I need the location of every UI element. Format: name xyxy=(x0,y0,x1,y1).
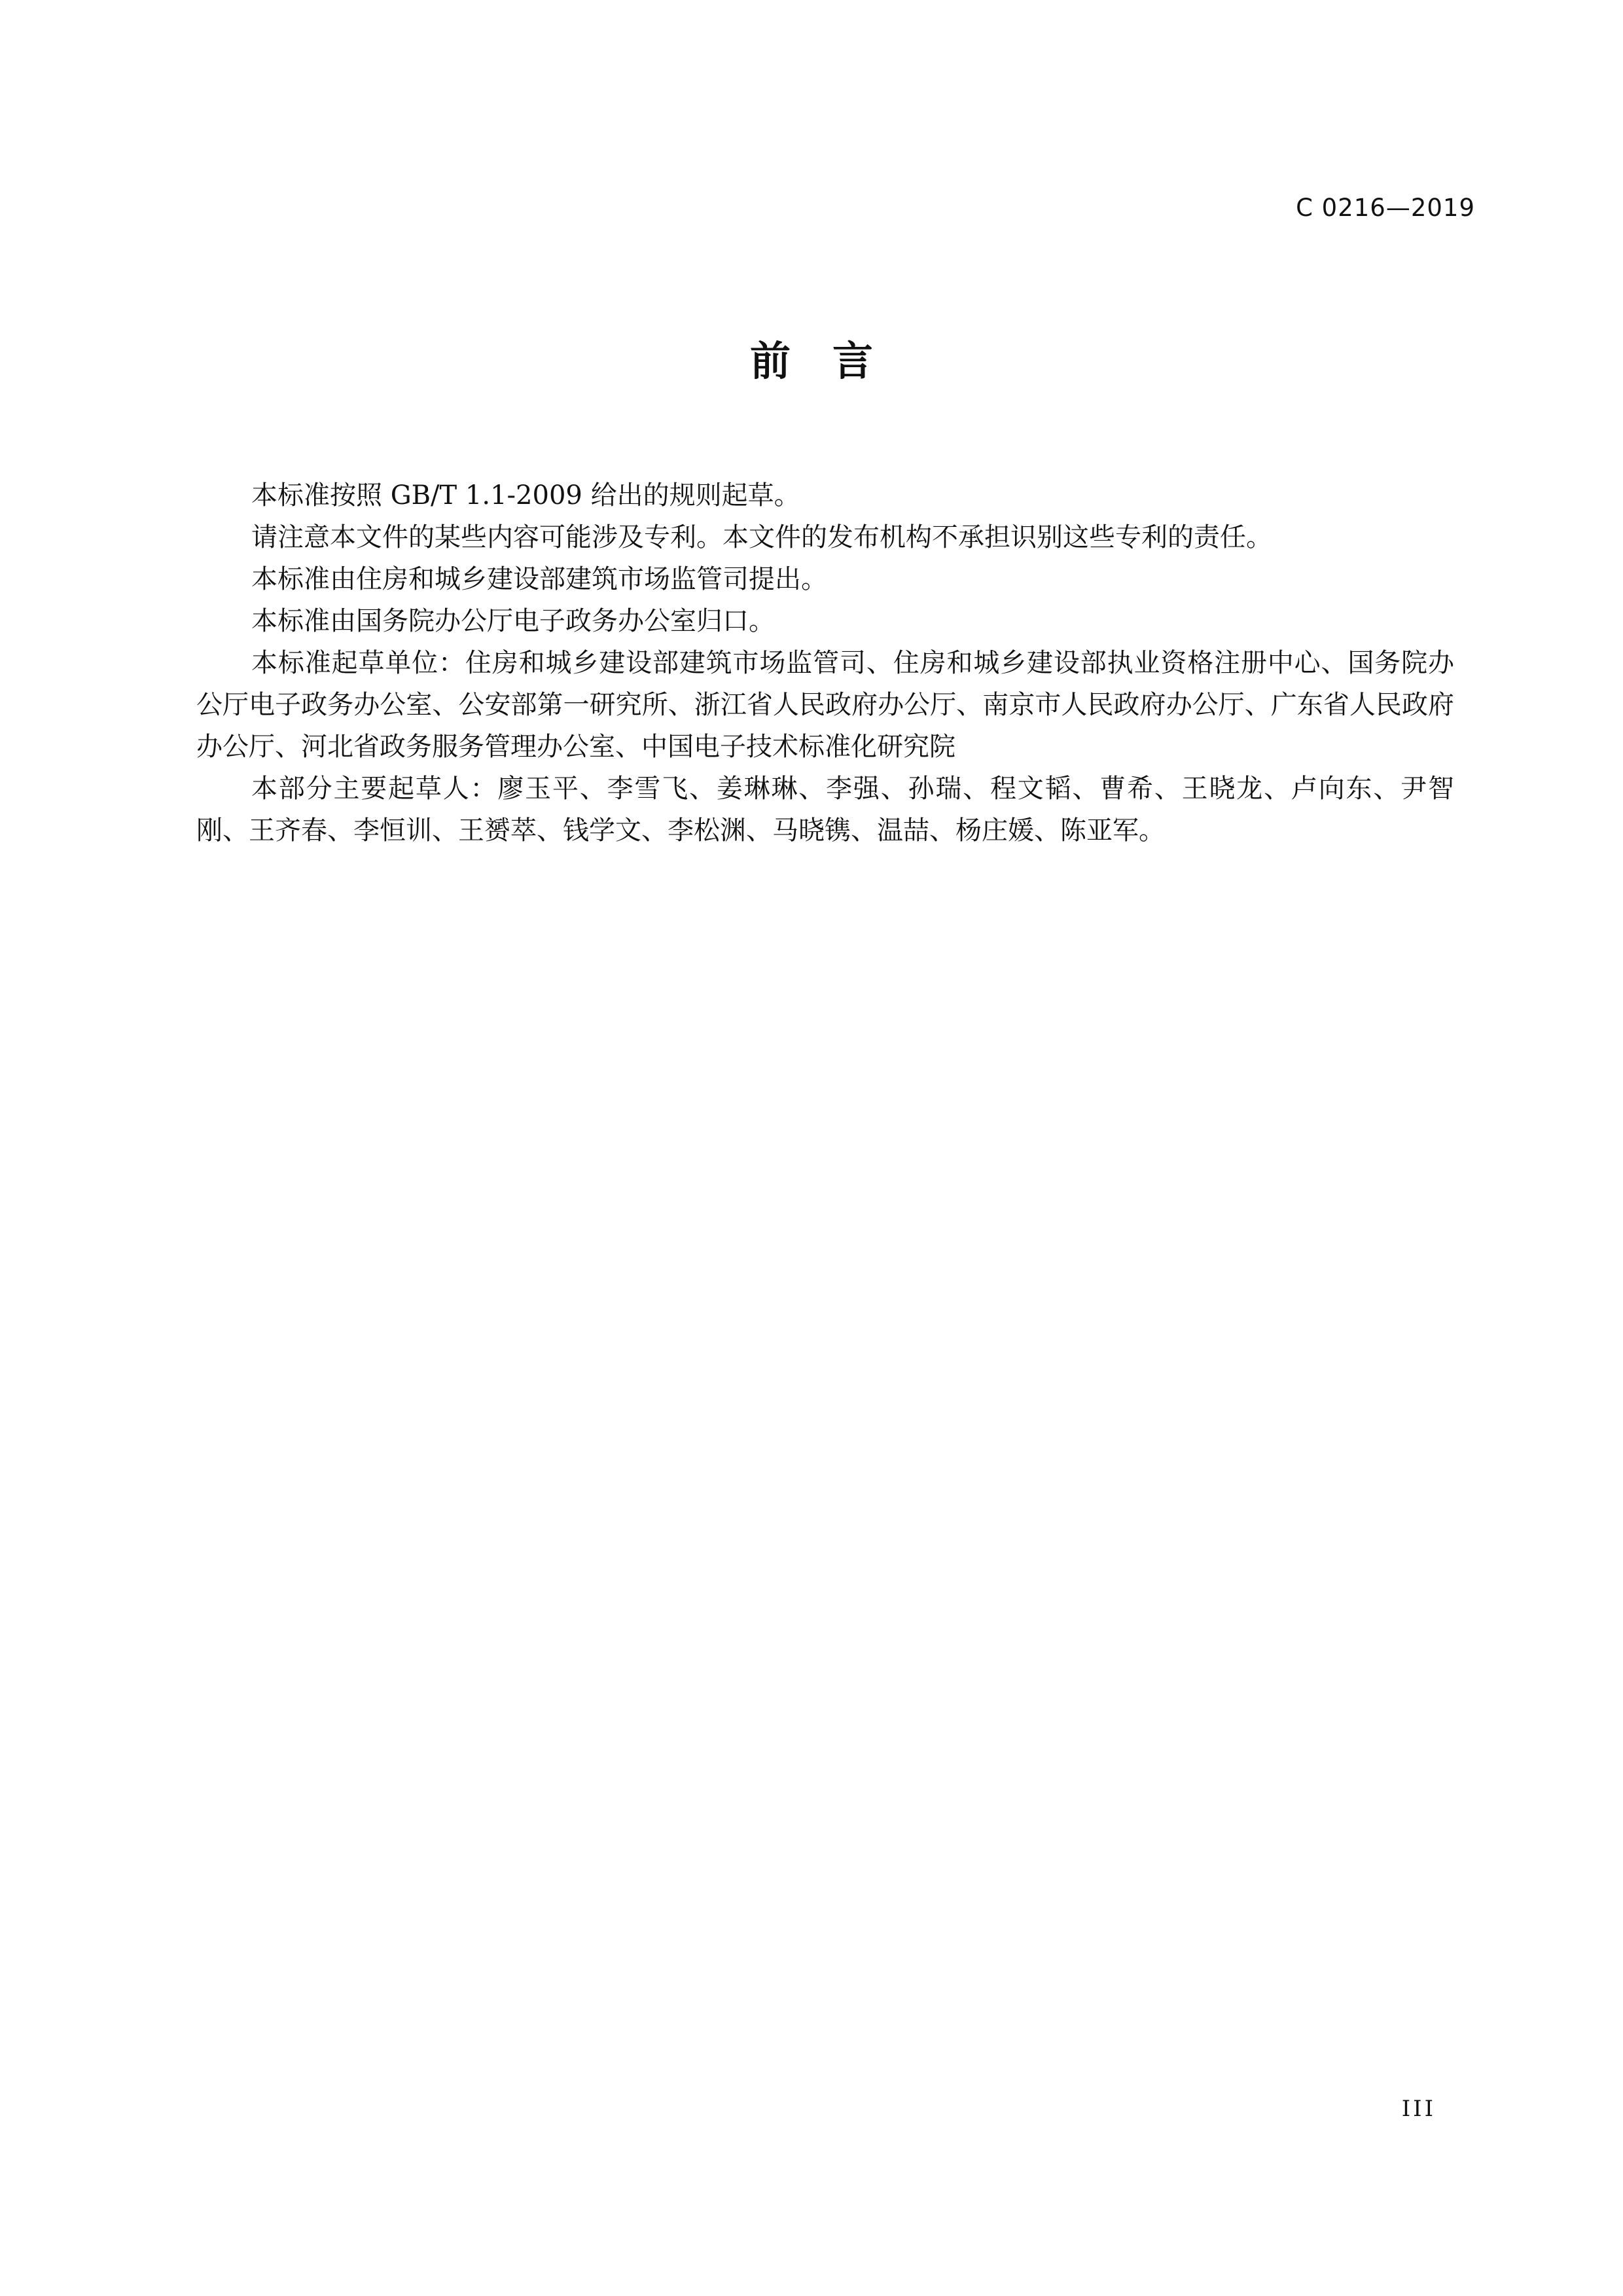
paragraph-drafting-units: 本标准起草单位：住房和城乡建设部建筑市场监管司、住房和城乡建设部执业资格注册中心、国务院办公厅电子政务办公室、公安部第一研究所、浙江省人民政府办公厅、南京市人民政府办公厅、广东省人民政府办公厅、河北省政务服务管理办公室、中国电子技术标准化研究院 xyxy=(196,648,1454,762)
body-text xyxy=(196,475,1454,852)
paragraph-drafting-rules: 本标准按照 GB/T 1.1-2009 给出的规则起草。 xyxy=(251,480,800,511)
document-code: C 0216—2019 xyxy=(1296,194,1475,222)
paragraph-drafters: 本部分主要起草人：廖玉平、李雪飞、姜琳琳、李强、孙瑞、程文韬、曹希、王晓龙、卢向东、尹智刚、王齐春、李恒训、王赟萃、钱学文、李松渊、马晓镌、温喆、杨庄媛、陈亚军。 xyxy=(196,774,1454,846)
paragraph-proposer: 本标准由住房和城乡建设部建筑市场监管司提出。 xyxy=(251,564,827,594)
page-title: 前言 xyxy=(749,337,915,385)
paragraph-patent-notice: 请注意本文件的某些内容可能涉及专利。本文件的发布机构不承担识别这些专利的责任。 xyxy=(251,522,1272,552)
page-number: III xyxy=(1401,2096,1436,2122)
paragraph-centralized-by: 本标准由国务院办公厅电子政务办公室归口。 xyxy=(251,606,775,636)
